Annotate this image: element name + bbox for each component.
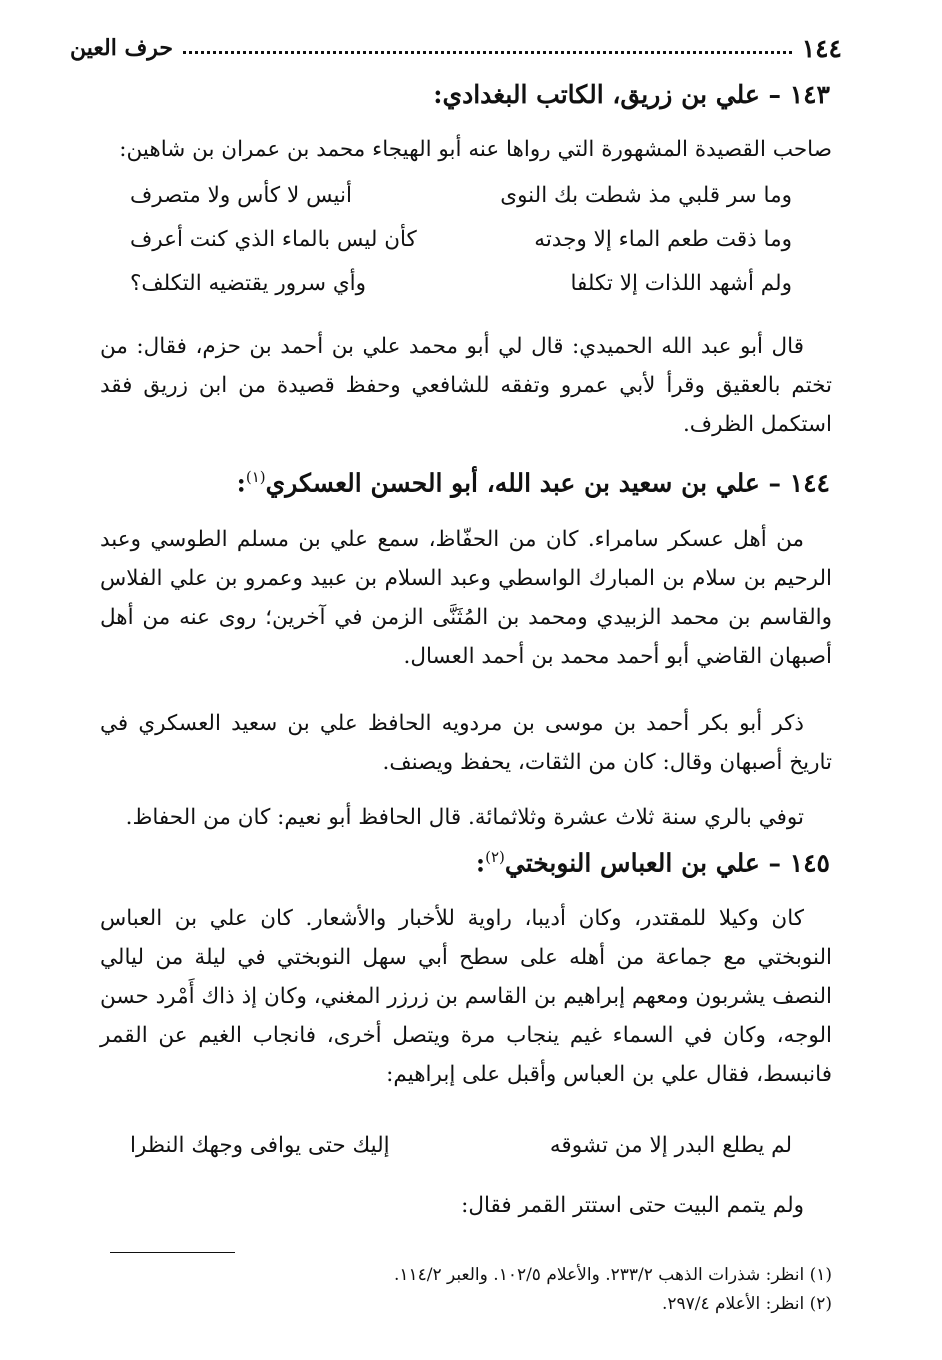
hemistich-second: أنيس لا كأس ولا متصرف — [130, 183, 352, 208]
running-header — [70, 28, 842, 68]
heading-text: ١٤٥ – علي بن العباس النوبختي — [504, 848, 830, 878]
hemistich-first: ولم أشهد اللذات إلا تكلفا — [570, 271, 792, 296]
footnote-2: (٢) انظر: الأعلام ٢٩٧/٤. — [661, 1294, 832, 1314]
footnote-separator — [110, 1252, 235, 1253]
heading-text: ١٤٤ – علي بن سعيد بن عبد الله، أبو الحسن العسكري — [265, 468, 830, 498]
hemistich-first: وما سر قلبي مذ شطت بك النوى — [500, 183, 792, 208]
verse-line-3 — [130, 271, 792, 311]
entry-145-paragraph-2: ولم يتمم البيت حتى استتر القمر فقال: — [461, 1193, 804, 1218]
page-number: ١٤٤ — [801, 33, 842, 63]
hemistich-second: وأي سرور يقتضيه التكلف؟ — [130, 271, 367, 296]
verse-line-2 — [130, 227, 792, 267]
header-dot-leader — [183, 51, 792, 54]
hemistich-second: كأن ليس بالماء الذي كنت أعرف — [130, 227, 417, 252]
verse-line-1 — [130, 183, 792, 223]
entry-heading-143: ١٤٣ – علي بن زريق، الكاتب البغدادي: — [433, 80, 830, 109]
entry-heading-144 — [70, 468, 830, 497]
entry-145-paragraph-1: كان وكيلا للمقتدر، وكان أديبا، راوية للأخبار والأشعار. كان علي بن العباس النوبختي مع جماعة من أهله على سطح أبي سهل النوبختي في ليلة من ليالي النصف يشربون ومعهم إبراهيم بن القاسم بن زرزر المغني، وكان إذ ذاك أَمْرد حسن الوجه، وكان في السماء غيم ينجاب مرة ويتصل أخرى، فانجاب الغيم عن القمر فانبسط، فقال علي بن العباس وأقبل على إبراهيم: — [100, 906, 832, 1087]
entry-144-paragraph-2: ذكر أبو بكر أحمد بن موسى بن مردويه الحافظ علي بن سعيد العسكري في تاريخ أصبهان وقال: كان من الثقات، يحفظ ويصنف. — [100, 711, 832, 775]
footnote-1: (١) انظر: شذرات الذهب ٢٣٣/٢. والأعلام ١٠٢/٥. والعبر ١١٤/٢. — [393, 1265, 832, 1285]
hemistich-first: وما ذقت طعم الماء إلا وجدته — [534, 227, 792, 252]
heading-colon: : — [475, 848, 486, 878]
footnote-ref: (١) — [245, 468, 266, 486]
entry-heading-145 — [70, 848, 830, 877]
footnote-ref: (٢) — [485, 848, 505, 866]
hemistich-first: لم يطلع البدر إلا من تشوقه — [549, 1133, 792, 1158]
entry-143-paragraph: قال أبو عبد الله الحميدي: قال لي أبو محمد علي بن أحمد بن حزم، فقال: من تختم بالعقيق وقرأ لأبي عمرو وتفقه للشافعي وحفظ قصيدة من ابن زريق فقد استكمل الظرف. — [100, 334, 832, 437]
chapter-title: حرف العين — [70, 35, 174, 61]
entry-144-paragraph-1: من أهل عسكر سامراء. كان من الحفّاظ، سمع علي بن مسلم الطوسي وعبد الرحيم بن سلام بن المبارك الواسطي وعبد السلام بن عبيد وعمرو بن علي الفلاس والقاسم بن محمد الزبيدي ومحمد بن المُثَنَّى الزمن في آخرين؛ روى عنه من أهل أصبهان القاضي أبو أحمد محمد بن أحمد العسال. — [100, 527, 832, 669]
entry-143-intro: صاحب القصيدة المشهورة التي رواها عنه أبو الهيجاء محمد بن عمران بن شاهين: — [119, 137, 832, 162]
verse-line-4 — [130, 1133, 792, 1173]
hemistich-second: إليك حتى يوافى وجهك النظرا — [130, 1133, 390, 1158]
heading-colon: : — [236, 468, 246, 498]
entry-144-paragraph-3: توفي بالري سنة ثلاث عشرة وثلاثمائة. قال الحافظ أبو نعيم: كان من الحفاظ. — [125, 805, 804, 830]
